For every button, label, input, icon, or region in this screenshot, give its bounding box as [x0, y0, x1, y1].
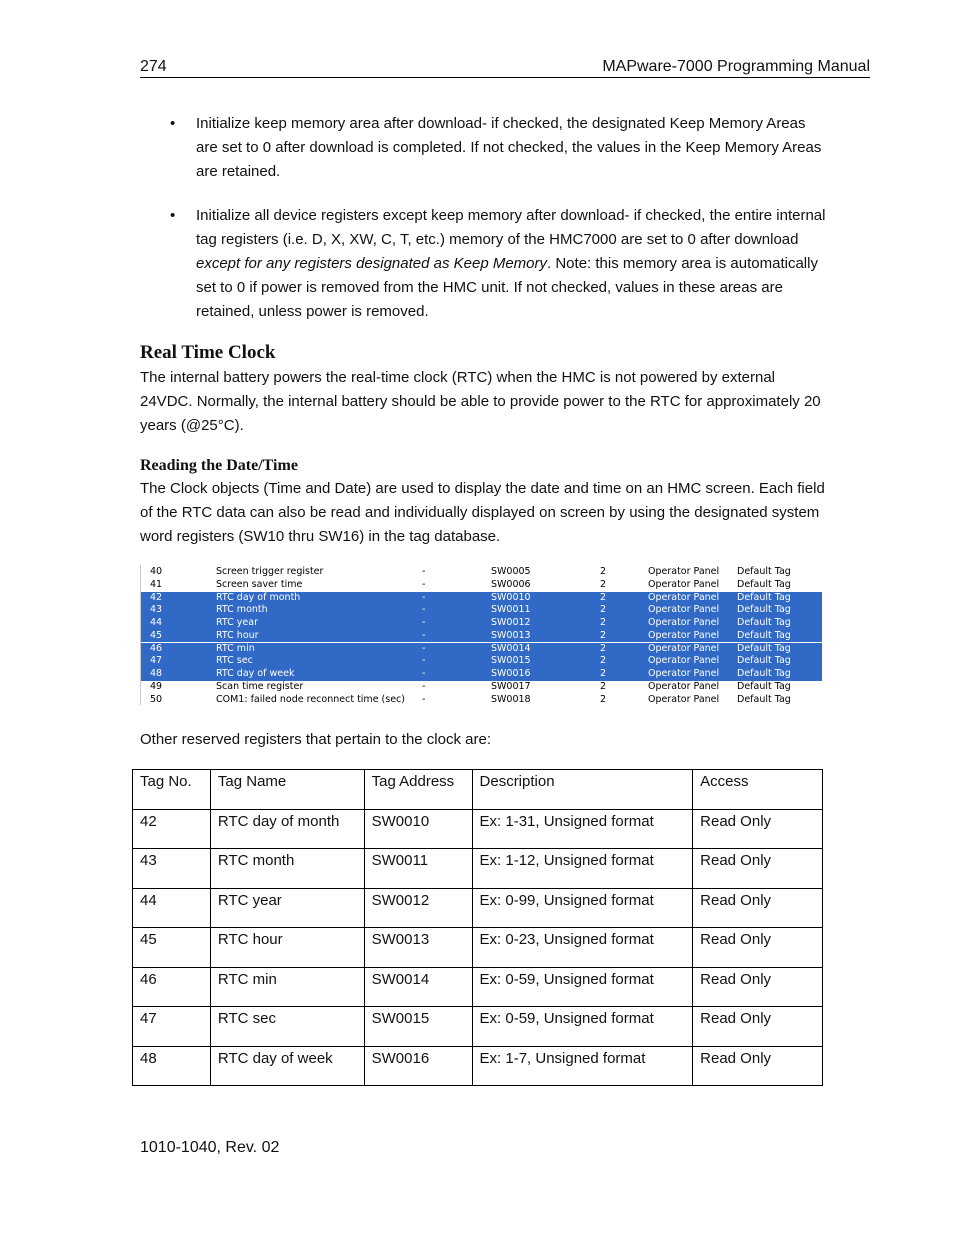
- table-cell: RTC year: [210, 888, 364, 928]
- tag-database-row[interactable]: [141, 694, 822, 707]
- tag-name-cell: Screen saver time: [216, 578, 303, 590]
- table-row: [133, 809, 823, 849]
- tag-address-cell: SW0006: [491, 578, 531, 590]
- table-cell: RTC day of month: [210, 809, 364, 849]
- table-cell: RTC hour: [210, 928, 364, 968]
- tag-group-cell: Operator Panel: [648, 566, 720, 577]
- tag-group-cell: Operator Panel: [648, 604, 720, 616]
- tag-no-cell: 42: [150, 591, 163, 603]
- tag-group-cell: Operator Panel: [648, 642, 720, 654]
- tag-database-row[interactable]: [141, 604, 822, 617]
- bullet-device-registers: [140, 204, 830, 324]
- footer-doc-number: 1010-1040, Rev. 02: [140, 1139, 280, 1156]
- section-title: Real Time Clock: [140, 342, 276, 363]
- tag-database-row[interactable]: [141, 630, 822, 643]
- table-cell: 47: [133, 1007, 211, 1047]
- tag-name-cell: RTC sec: [216, 655, 253, 667]
- bullet-icon: •: [170, 207, 176, 224]
- table-cell: 48: [133, 1046, 211, 1086]
- column-header: Tag Name: [210, 770, 364, 810]
- table-cell: Read Only: [693, 888, 823, 928]
- tag-type-cell: Default Tag: [737, 642, 791, 654]
- tag-type-cell: Default Tag: [737, 668, 791, 679]
- tag-no-cell: 46: [150, 642, 163, 654]
- tag-type-cell: Default Tag: [737, 617, 791, 628]
- table-row: [133, 1046, 823, 1086]
- table-cell: Ex: 1-31, Unsigned format: [472, 809, 693, 849]
- bullet-icon: •: [170, 115, 176, 132]
- table-cell: SW0014: [364, 967, 472, 1007]
- tag-database-row[interactable]: [141, 655, 822, 668]
- table-cell: SW0010: [364, 809, 472, 849]
- tag-database-row[interactable]: [141, 566, 822, 579]
- tag-dash-cell: -: [422, 566, 426, 577]
- tag-no-cell: 45: [150, 629, 163, 641]
- tag-length-cell: 2: [600, 693, 607, 705]
- subsection-title: Reading the Date/Time: [140, 457, 298, 474]
- tag-address-cell: SW0010: [491, 591, 531, 603]
- table-cell: Read Only: [693, 1007, 823, 1047]
- table-cell: Ex: 0-59, Unsigned format: [472, 1007, 693, 1047]
- tag-address-cell: SW0018: [491, 693, 531, 705]
- tag-dash-cell: -: [422, 578, 426, 590]
- tag-length-cell: 2: [600, 642, 607, 654]
- tag-dash-cell: -: [422, 604, 426, 616]
- tag-group-cell: Operator Panel: [648, 617, 720, 628]
- tag-database-screenshot: [140, 565, 823, 705]
- bullet-keep-memory: [140, 112, 830, 184]
- tag-name-cell: RTC day of week: [216, 668, 295, 679]
- table-cell: 46: [133, 967, 211, 1007]
- tag-name-cell: Screen trigger register: [216, 566, 324, 577]
- column-header: Access: [693, 770, 823, 810]
- table-cell: RTC min: [210, 967, 364, 1007]
- tag-dash-cell: -: [422, 668, 426, 679]
- table-cell: Ex: 0-99, Unsigned format: [472, 888, 693, 928]
- table-row: [133, 928, 823, 968]
- table-cell: SW0015: [364, 1007, 472, 1047]
- tag-address-cell: SW0014: [491, 642, 531, 654]
- table-cell: Ex: 1-12, Unsigned format: [472, 849, 693, 889]
- tag-type-cell: Default Tag: [737, 629, 791, 641]
- table-cell: Read Only: [693, 928, 823, 968]
- manual-title: MAPware-7000 Programming Manual: [602, 58, 870, 75]
- table-cell: 44: [133, 888, 211, 928]
- table-row: [133, 1007, 823, 1047]
- table-cell: RTC sec: [210, 1007, 364, 1047]
- tag-group-cell: Operator Panel: [648, 680, 720, 692]
- table-cell: Read Only: [693, 1046, 823, 1086]
- tag-length-cell: 2: [600, 604, 607, 616]
- table-row: [133, 888, 823, 928]
- tag-no-cell: 43: [150, 604, 163, 616]
- tag-type-cell: Default Tag: [737, 566, 791, 577]
- bullet-text-start: Initialize all device registers except keep memory after download- if checked, the entire internal tag registers (i.e. D, X, XW, C, T, etc.) memory of the HMC7000 are set to 0 after download: [196, 207, 826, 248]
- table-cell: SW0012: [364, 888, 472, 928]
- page-number: 274: [140, 58, 167, 75]
- tag-length-cell: 2: [600, 655, 607, 667]
- tag-address-cell: SW0005: [491, 566, 531, 577]
- tag-group-cell: Operator Panel: [648, 655, 720, 667]
- clock-register-table: [132, 769, 823, 1086]
- tag-type-cell: Default Tag: [737, 693, 791, 705]
- tag-length-cell: 2: [600, 668, 607, 679]
- subsection-body: The Clock objects (Time and Date) are used to display the date and time on an HMC screen. Each field of the RTC data can also be read and individually displayed on screen by using the designated system word registers (SW10 thru SW16) in the tag database.: [140, 480, 825, 545]
- table-cell: Ex: 0-59, Unsigned format: [472, 967, 693, 1007]
- tag-group-cell: Operator Panel: [648, 591, 720, 603]
- table-cell: Read Only: [693, 809, 823, 849]
- tag-dash-cell: -: [422, 629, 426, 641]
- tag-database-row[interactable]: [141, 681, 822, 694]
- tag-type-cell: Default Tag: [737, 680, 791, 692]
- tag-length-cell: 2: [600, 629, 607, 641]
- tag-length-cell: 2: [600, 578, 607, 590]
- tag-type-cell: Default Tag: [737, 578, 791, 590]
- tag-name-cell: RTC day of month: [216, 591, 301, 603]
- table-cell: SW0013: [364, 928, 472, 968]
- bullet-text-italic: except for any registers designated as Keep Memory: [196, 255, 548, 272]
- table-cell: Ex: 1-7, Unsigned format: [472, 1046, 693, 1086]
- table-cell: Ex: 0-23, Unsigned format: [472, 928, 693, 968]
- tag-name-cell: RTC min: [216, 642, 255, 654]
- tag-address-cell: SW0012: [491, 617, 531, 628]
- tag-name-cell: RTC year: [216, 617, 259, 628]
- tag-length-cell: 2: [600, 591, 607, 603]
- tag-no-cell: 50: [150, 693, 163, 705]
- table-cell: RTC month: [210, 849, 364, 889]
- table-cell: SW0016: [364, 1046, 472, 1086]
- tag-database-row[interactable]: [141, 579, 822, 592]
- tag-address-cell: SW0017: [491, 680, 531, 692]
- bullet-text-end: . Note: this memory area is automatically set to 0 if power is removed from the HMC unit. If not checked, values in these areas are retained, unless power is removed.: [196, 255, 818, 320]
- tag-dash-cell: -: [422, 591, 426, 603]
- table-cell: 43: [133, 849, 211, 889]
- tag-dash-cell: -: [422, 655, 426, 667]
- tag-database-row[interactable]: [141, 668, 822, 681]
- tag-group-cell: Operator Panel: [648, 629, 720, 641]
- table-row: [133, 849, 823, 889]
- tag-no-cell: 44: [150, 617, 163, 628]
- tag-length-cell: 2: [600, 566, 607, 577]
- tag-address-cell: SW0015: [491, 655, 531, 667]
- table-cell: 42: [133, 809, 211, 849]
- tag-length-cell: 2: [600, 617, 607, 628]
- tag-dash-cell: -: [422, 617, 426, 628]
- tag-no-cell: 48: [150, 668, 163, 679]
- column-header: Tag Address: [364, 770, 472, 810]
- bullet-text: Initialize keep memory area after download- if checked, the designated Keep Memory Areas are set to 0 after download is completed. If not checked, the values in the Keep Memory Areas are retained.: [196, 115, 822, 180]
- tag-group-cell: Operator Panel: [648, 578, 720, 590]
- tag-database-row[interactable]: [141, 617, 822, 630]
- tag-address-cell: SW0011: [491, 604, 531, 616]
- tag-address-cell: SW0013: [491, 629, 531, 641]
- table-cell: SW0011: [364, 849, 472, 889]
- tag-dash-cell: -: [422, 642, 426, 654]
- tag-name-cell: Scan time register: [216, 680, 304, 692]
- tag-name-cell: COM1: failed node reconnect time (sec): [216, 693, 405, 705]
- tag-type-cell: Default Tag: [737, 591, 791, 603]
- table-cell: 45: [133, 928, 211, 968]
- tag-length-cell: 2: [600, 680, 607, 692]
- tag-address-cell: SW0016: [491, 668, 531, 679]
- tag-no-cell: 47: [150, 655, 163, 667]
- tag-dash-cell: -: [422, 680, 426, 692]
- table-header-row: [133, 770, 823, 810]
- tag-group-cell: Operator Panel: [648, 693, 720, 705]
- tag-name-cell: RTC month: [216, 604, 268, 616]
- tag-no-cell: 40: [150, 566, 163, 577]
- tag-database-row[interactable]: [141, 592, 822, 605]
- tag-no-cell: 49: [150, 680, 163, 692]
- tag-type-cell: Default Tag: [737, 604, 791, 616]
- table-cell: RTC day of week: [210, 1046, 364, 1086]
- tag-dash-cell: -: [422, 693, 426, 705]
- tag-database-row[interactable]: [141, 643, 822, 656]
- column-header: Description: [472, 770, 693, 810]
- section-body: The internal battery powers the real-time clock (RTC) when the HMC is not powered by external 24VDC. Normally, the internal battery should be able to provide power to the RTC for approximately 20 years (@25°C).: [140, 369, 821, 434]
- tag-no-cell: 41: [150, 578, 163, 590]
- table-cell: Read Only: [693, 849, 823, 889]
- tag-name-cell: RTC hour: [216, 629, 259, 641]
- option-bullet-list: [140, 112, 830, 344]
- tag-type-cell: Default Tag: [737, 655, 791, 667]
- table-row: [133, 967, 823, 1007]
- table-cell: Read Only: [693, 967, 823, 1007]
- tag-group-cell: Operator Panel: [648, 668, 720, 679]
- column-header: Tag No.: [133, 770, 211, 810]
- page-header: [140, 57, 870, 78]
- table-intro: Other reserved registers that pertain to the clock are:: [140, 731, 491, 748]
